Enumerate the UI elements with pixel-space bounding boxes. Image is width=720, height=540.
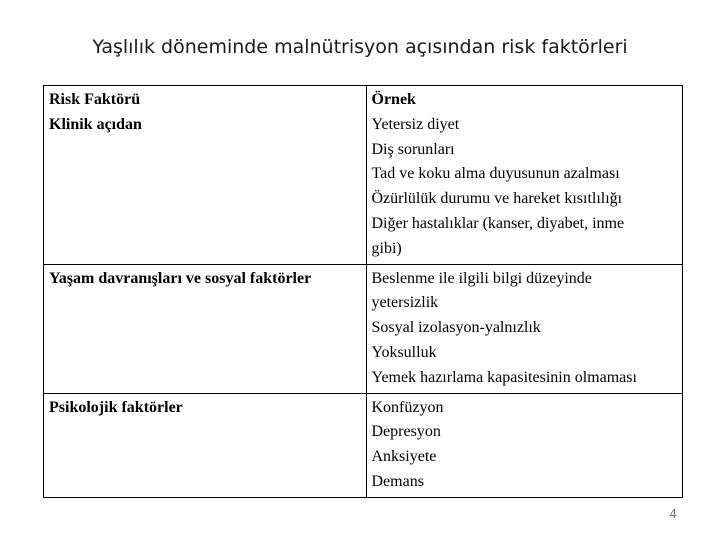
- risk-factor-label: Klinik açıdan: [49, 115, 142, 133]
- example-line: Sosyal izolasyon-yalnızlık: [371, 319, 541, 337]
- example-line: gibi): [371, 239, 402, 257]
- example-line: yetersizlik: [371, 294, 439, 312]
- risk-factor-cell: [44, 393, 367, 497]
- table-row: [44, 393, 683, 497]
- column-header-risk-factor: Risk Faktörü: [49, 91, 141, 108]
- example-cell: [366, 264, 683, 393]
- example-line: Beslenme ile ilgili bilgi düzeyinde: [371, 269, 592, 287]
- slide-title: Yaşlılık döneminde malnütrisyon açısından risk faktörleri: [92, 36, 628, 58]
- example-line: Diş sorunları: [371, 140, 455, 158]
- example-line: Tad ve koku alma duyusunun azalması: [371, 165, 620, 183]
- example-line: Konfüzyon: [371, 398, 444, 416]
- example-cell: [366, 393, 683, 497]
- example-line: Yemek hazırlama kapasitesinin olmaması: [371, 368, 637, 386]
- table-row: [44, 264, 683, 393]
- table-body: [44, 86, 683, 498]
- risk-factor-table: [43, 85, 683, 498]
- example-line: Yoksulluk: [371, 343, 437, 361]
- example-line: Anksiyete: [371, 448, 437, 466]
- example-line: Yetersiz diyet: [371, 115, 460, 133]
- risk-factor-cell: [44, 264, 367, 393]
- risk-factor-label: Yaşam davranışları ve sosyal faktörler: [49, 269, 312, 287]
- table-row: [44, 86, 683, 265]
- example-line: Diğer hastalıklar (kanser, diyabet, inme: [371, 214, 625, 232]
- example-line: Özürlülük durumu ve hareket kısıtlılığı: [371, 190, 623, 208]
- page-number: 4: [669, 507, 677, 521]
- risk-factor-cell: [44, 86, 367, 265]
- risk-factor-label: Psikolojik faktörler: [49, 398, 183, 416]
- example-cell: [366, 86, 683, 265]
- example-line: Depresyon: [371, 423, 441, 441]
- column-header-example: Örnek: [371, 91, 416, 108]
- example-line: Demans: [371, 472, 424, 490]
